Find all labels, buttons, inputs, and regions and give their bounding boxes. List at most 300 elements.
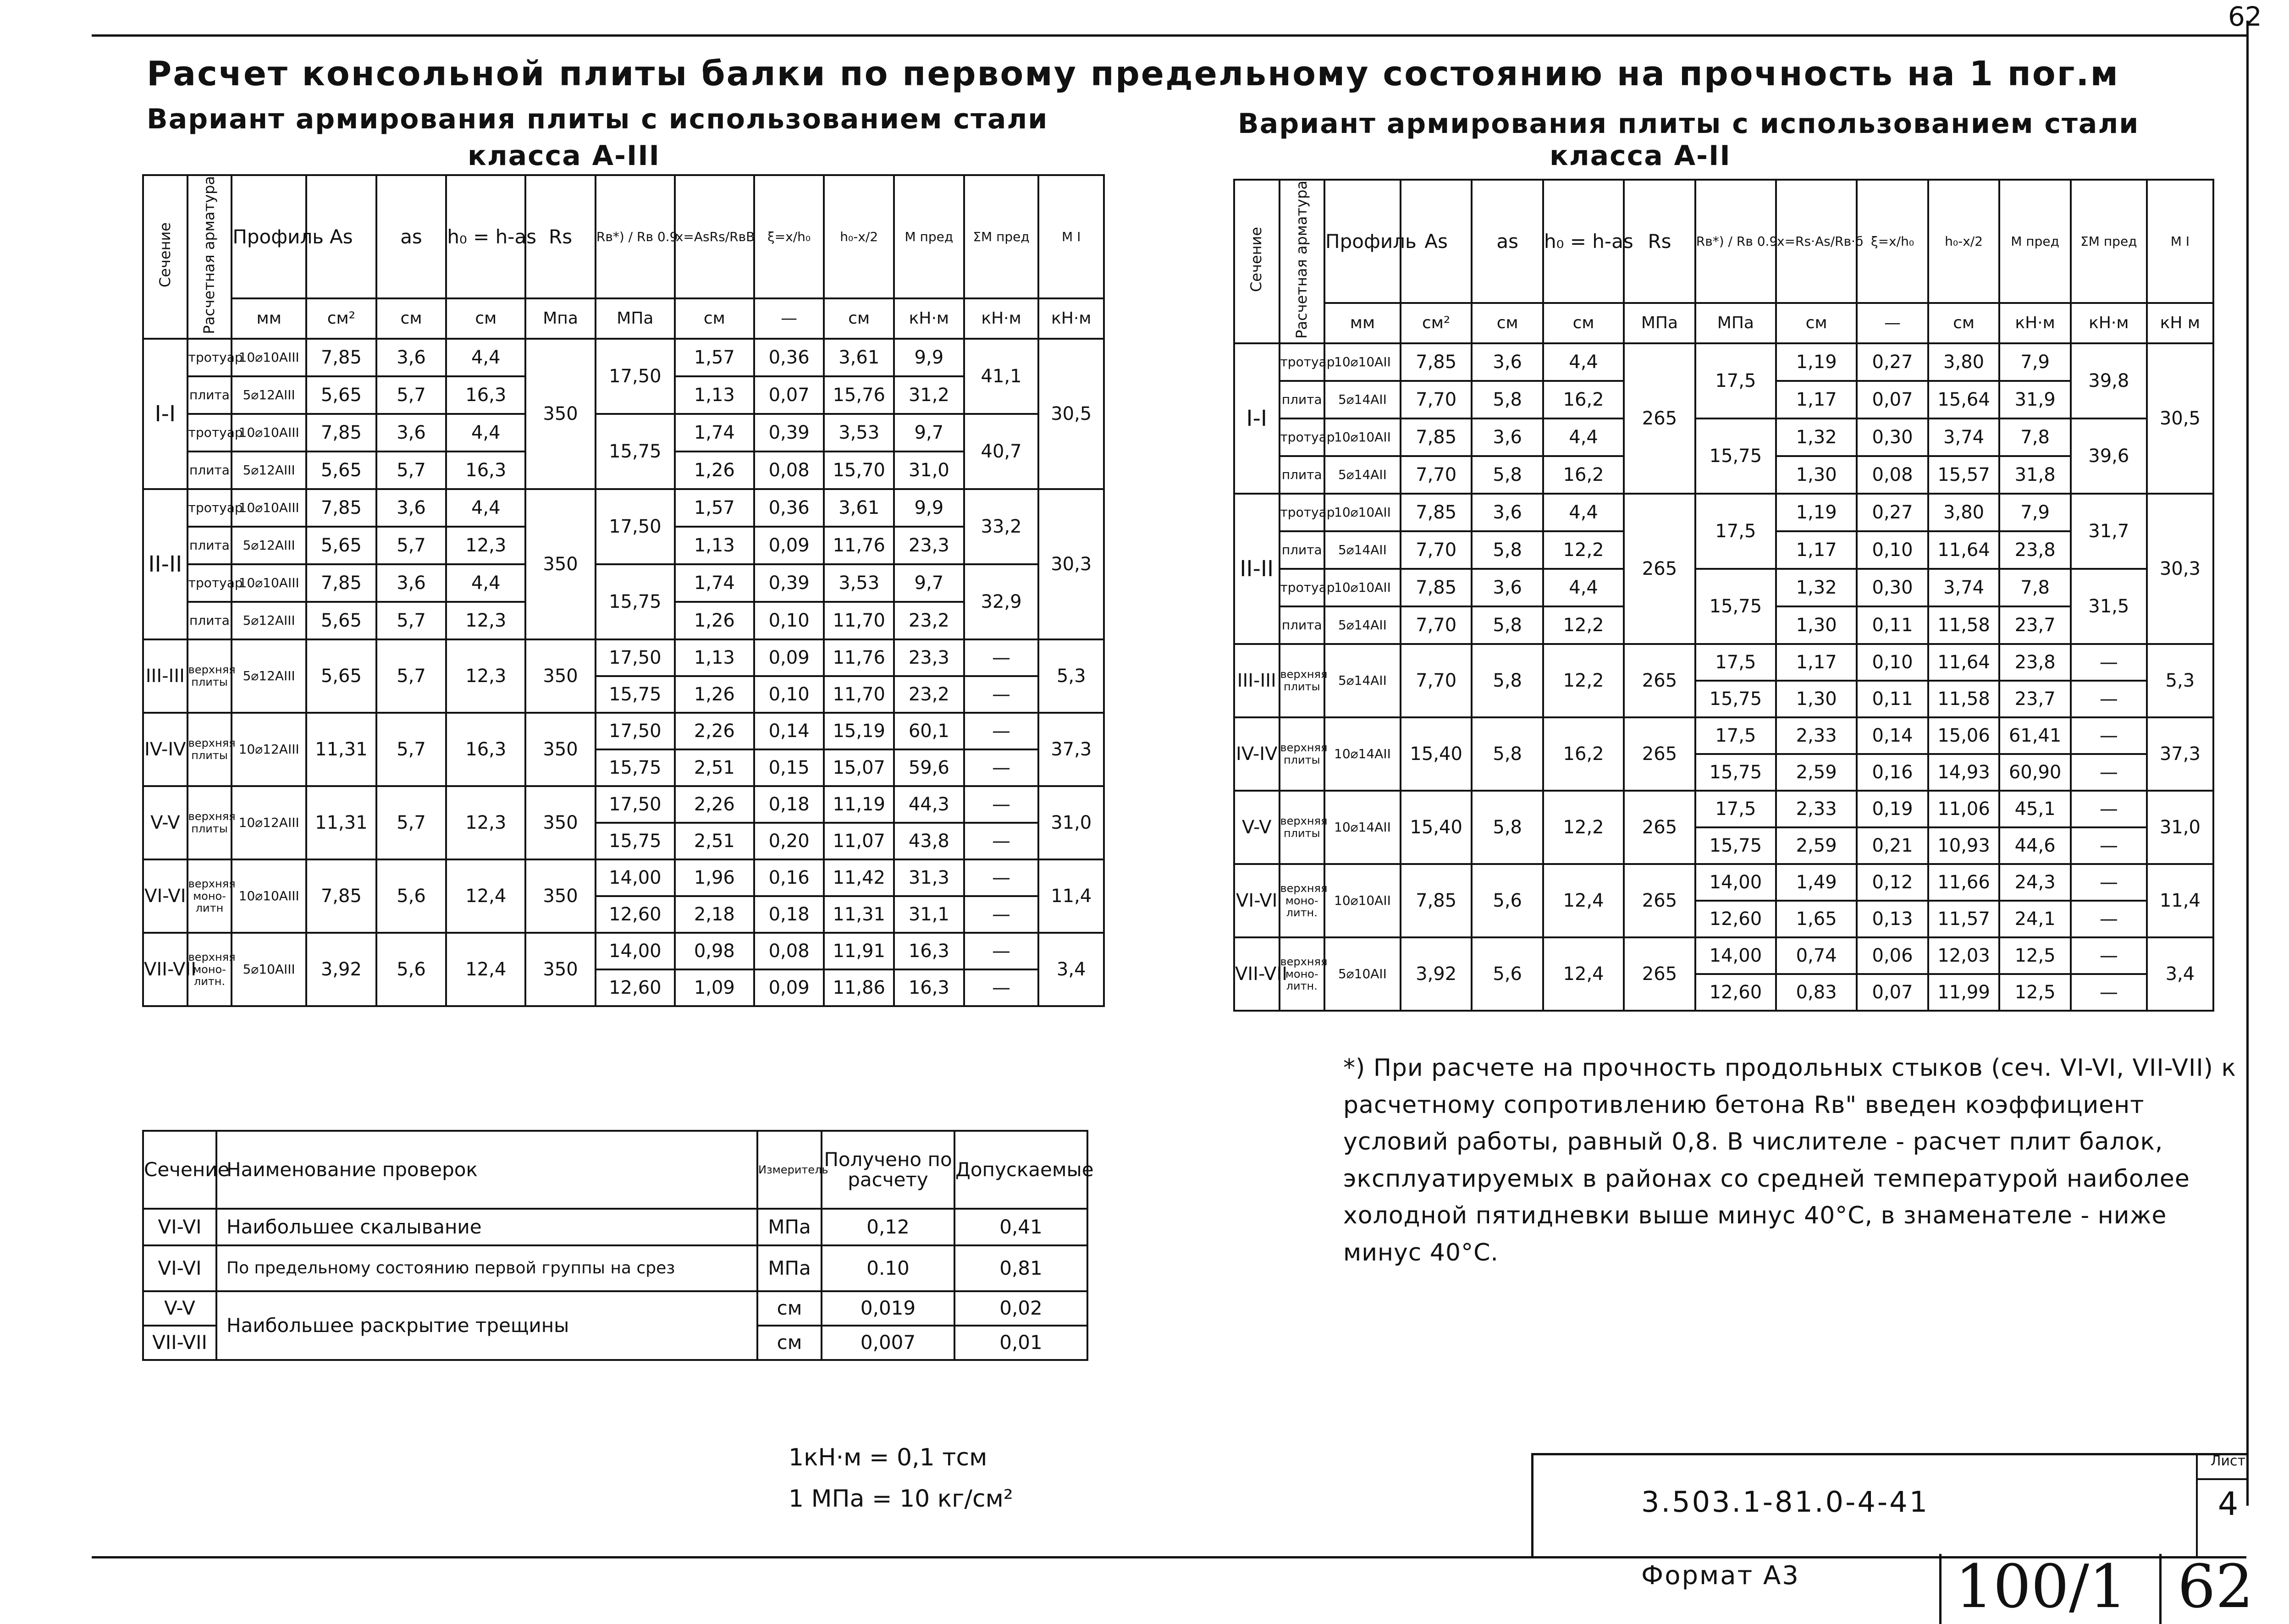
hx-cell: 14,93 [1928,754,2000,791]
m-cell: 31,8 [1999,456,2071,494]
rs-cell: 265 [1624,343,1695,494]
armature-cell: плита [188,527,232,564]
as-cell: 15,40 [1401,717,1472,791]
rb-cell: 15,75 [596,823,675,859]
hx-cell: 11,58 [1928,606,2000,644]
profile-cell: 10⌀12AIII [232,786,306,859]
armature-cell: тротуар [188,564,232,602]
m-cell: 23,3 [894,527,964,564]
x-cell: 2,26 [675,713,754,749]
format-label: Формат А3 [1641,1561,1800,1591]
x-cell: 0,83 [1776,974,1857,1011]
xi-cell: 0,19 [1857,791,1928,827]
hx-cell: 11,70 [824,602,894,639]
rb-cell: 17,5 [1695,717,1776,754]
armature-cell: плита [188,602,232,639]
xi-cell: 0,15 [754,749,824,786]
header-col: M пред [894,175,964,298]
rb-cell: 15,75 [596,749,675,786]
xi-cell: 0,09 [754,639,824,676]
unit-cell: кН·м [894,298,964,339]
xi-cell: 0,11 [1857,606,1928,644]
header-armature-text: Расчетная арматура [200,176,218,334]
armature-cell: верхняя плиты [1280,717,1325,791]
sum-cell: — [964,859,1039,896]
header-col: h₀-x/2 [824,175,894,298]
unit-cell: см [446,298,525,339]
profile-cell: 5⌀14AII [1324,531,1401,569]
m-cell: 44,3 [894,786,964,823]
check-section: VI-VI [143,1209,216,1245]
m-cell: 7,9 [1999,343,2071,381]
section-label: I-I [143,339,188,489]
as-cell: 7,85 [1401,494,1472,531]
armature-cell: верхняя моно-литн. [1280,864,1325,937]
sum-cell: — [2071,791,2147,827]
rb-cell: 12,60 [596,969,675,1006]
rs-cell: 265 [1624,937,1695,1011]
check-name: Наибольшее скалывание [216,1209,757,1245]
sum-cell: — [2071,864,2147,901]
unit-cell: см [675,298,754,339]
xi-cell: 0,10 [754,602,824,639]
xi-cell: 0,39 [754,564,824,602]
mi-cell: 37,3 [2147,717,2213,791]
xi-cell: 0,36 [754,489,824,527]
h0-cell: 4,4 [1543,343,1624,381]
h0-cell: 16,2 [1543,381,1624,418]
section-label: III-III [143,639,188,713]
m-cell: 31,3 [894,859,964,896]
xi-cell: 0,16 [754,859,824,896]
h0-cell: 4,4 [446,489,525,527]
header-section [1234,180,1280,343]
as-cell: 5,65 [306,527,376,564]
rs-cell: 350 [525,713,596,786]
check-got: 0,007 [822,1326,954,1360]
check-section: VII-VII [143,1326,216,1360]
sheet-label: Лист [2210,1453,2246,1469]
sum-cell: — [964,969,1039,1006]
header-col: Rs [525,175,596,298]
m-cell: 23,7 [1999,681,2071,717]
m-cell: 23,8 [1999,644,2071,681]
x-cell: 2,59 [1776,754,1857,791]
armature-cell: верхняя плиты [188,713,232,786]
armature-cell: верхняя плиты [1280,791,1325,864]
armature-cell: верхняя плиты [188,639,232,713]
mi-cell: 3,4 [2147,937,2213,1011]
hx-cell: 12,03 [1928,937,2000,974]
rb-cell: 15,75 [1695,754,1776,791]
page-number-top: 62 [2228,1,2262,32]
unit-cell: Мпа [525,298,596,339]
xi-cell: 0,09 [754,969,824,1006]
rs-cell: 350 [525,859,596,933]
h0-cell: 12,2 [1543,791,1624,864]
profile-cell: 10⌀10AIII [232,859,306,933]
header-col: ξ=x/h₀ [754,175,824,298]
rb-cell: 12,60 [1695,974,1776,1011]
m-cell: 23,8 [1999,531,2071,569]
as-cell: 7,85 [306,414,376,451]
rb-cell: 14,00 [1695,937,1776,974]
profile-cell: 10⌀10AII [1324,864,1401,937]
as2-cell: 3,6 [376,489,447,527]
section-label: VII-VII [143,933,188,1006]
sum-cell: — [964,786,1039,823]
x-cell: 1,32 [1776,418,1857,456]
xi-cell: 0,14 [754,713,824,749]
sum-cell: — [2071,717,2147,754]
armature-cell: плита [1280,456,1325,494]
m-cell: 12,5 [1999,974,2071,1011]
rb-cell: 14,00 [1695,864,1776,901]
x-cell: 1,26 [675,451,754,489]
header-col: Профиль [1324,180,1401,303]
profile-cell: 5⌀12AIII [232,451,306,489]
armature-cell: тротуар [1280,569,1325,606]
sum-cell: — [964,676,1039,713]
sum-cell: — [964,823,1039,859]
hx-cell: 11,99 [1928,974,2000,1011]
as-cell: 7,85 [1401,418,1472,456]
check-unit: см [757,1326,822,1360]
xi-cell: 0,18 [754,786,824,823]
m-cell: 7,8 [1999,569,2071,606]
xi-cell: 0,21 [1857,827,1928,864]
h0-cell: 12,2 [1543,531,1624,569]
mi-cell: 31,0 [2147,791,2213,864]
xi-cell: 0,39 [754,414,824,451]
check-allow: 0,81 [954,1245,1087,1291]
rb-cell: 15,75 [1695,681,1776,717]
rs-cell: 265 [1624,717,1695,791]
as-cell: 5,65 [306,639,376,713]
rb-cell: 14,00 [596,859,675,896]
armature-cell: плита [188,451,232,489]
hx-cell: 11,64 [1928,531,2000,569]
header-section [143,175,188,339]
profile-cell: 5⌀12AIII [232,602,306,639]
as-cell: 3,92 [1401,937,1472,1011]
check-name: Наибольшее раскрытие трещины [216,1291,757,1360]
as2-cell: 5,7 [376,527,447,564]
armature-cell: тротуар [1280,418,1325,456]
m-cell: 59,6 [894,749,964,786]
profile-cell: 10⌀10AII [1324,569,1401,606]
x-cell: 1,30 [1776,456,1857,494]
sum-cell: — [2071,974,2147,1011]
unit-cell: см [376,298,447,339]
hx-cell: 11,76 [824,639,894,676]
rb-cell: 14,00 [596,933,675,969]
as2-cell: 3,6 [1472,494,1543,531]
as2-cell: 5,8 [1472,717,1543,791]
hx-cell: 11,86 [824,969,894,1006]
hx-cell: 3,53 [824,564,894,602]
h0-cell: 12,3 [446,602,525,639]
x-cell: 1,30 [1776,681,1857,717]
mi-cell: 31,0 [1038,786,1104,859]
x-cell: 1,30 [1776,606,1857,644]
h0-cell: 12,3 [446,527,525,564]
sum-cell: — [964,896,1039,933]
x-cell: 1,49 [1776,864,1857,901]
hx-cell: 3,61 [824,339,894,376]
unit-cell: см [824,298,894,339]
profile-cell: 10⌀14AII [1324,791,1401,864]
as-cell: 5,65 [306,376,376,414]
hx-cell: 11,06 [1928,791,2000,827]
h0-cell: 12,3 [446,786,525,859]
profile-cell: 10⌀10AIII [232,489,306,527]
xi-cell: 0,20 [754,823,824,859]
hx-cell: 3,80 [1928,343,2000,381]
check-section: V-V [143,1291,216,1326]
as-cell: 7,85 [306,339,376,376]
sum-cell: 31,5 [2071,569,2147,644]
header-armature [1280,180,1325,343]
profile-cell: 10⌀14AII [1324,717,1401,791]
hx-cell: 11,57 [1928,901,2000,937]
left-heading-1: Вариант армирования плиты с использованием стали [147,103,1048,135]
archive-number: 100/1 [1955,1552,2127,1621]
profile-cell: 10⌀10AII [1324,418,1401,456]
armature-cell: плита [1280,381,1325,418]
unit-cell: см [1472,303,1543,343]
profile-cell: 5⌀12AIII [232,527,306,564]
mi-cell: 37,3 [1038,713,1104,786]
top-rule [92,34,2246,37]
as-cell: 11,31 [306,713,376,786]
armature-cell: верхняя моно-литн [188,859,232,933]
as2-cell: 5,8 [1472,531,1543,569]
as2-cell: 5,6 [1472,937,1543,1011]
rb-cell: 17,5 [1695,644,1776,681]
left-table [142,174,1105,1007]
m-cell: 24,1 [1999,901,2071,937]
as-cell: 15,40 [1401,791,1472,864]
xi-cell: 0,07 [1857,974,1928,1011]
rs-cell: 265 [1624,791,1695,864]
profile-cell: 10⌀10AIII [232,339,306,376]
right-table [1233,179,2214,1012]
profile-cell: 5⌀14AII [1324,644,1401,717]
xi-cell: 0,10 [1857,644,1928,681]
h0-cell: 12,3 [446,639,525,713]
sum-cell: — [964,933,1039,969]
profile-cell: 5⌀14AII [1324,606,1401,644]
x-cell: 1,32 [1776,569,1857,606]
hx-cell: 10,93 [1928,827,2000,864]
xi-cell: 0,06 [1857,937,1928,974]
unit-cell: — [1857,303,1928,343]
armature-cell: тротуар [188,339,232,376]
sum-cell: — [2071,754,2147,791]
sheet-number: 4 [2217,1485,2239,1523]
x-cell: 1,13 [675,639,754,676]
sum-cell: 39,8 [2071,343,2147,418]
unit-cell: см² [1401,303,1472,343]
header-col: ΣM пред [2071,180,2147,303]
hx-cell: 11,58 [1928,681,2000,717]
hx-cell: 11,70 [824,676,894,713]
unit-cell: кН·м [964,298,1039,339]
as2-cell: 3,6 [376,414,447,451]
x-cell: 1,74 [675,564,754,602]
profile-cell: 5⌀14AII [1324,456,1401,494]
unit-cell: мм [232,298,306,339]
armature-cell: тротуар [1280,343,1325,381]
as-cell: 3,92 [306,933,376,1006]
xi-cell: 0,16 [1857,754,1928,791]
unit-cell: кН·м [2071,303,2147,343]
sum-cell: 32,9 [964,564,1039,639]
number-box-left [1939,1554,1942,1624]
armature-cell: тротуар [188,414,232,451]
armature-cell: плита [188,376,232,414]
mi-cell: 30,3 [1038,489,1104,639]
check-unit: см [757,1291,822,1326]
x-cell: 2,51 [675,749,754,786]
hx-cell: 15,19 [824,713,894,749]
header-col: x=Rs·As/Rв·б [1776,180,1857,303]
conversion-1: 1кН·м = 0,1 тсм [789,1444,987,1471]
as-cell: 11,31 [306,786,376,859]
x-cell: 1,74 [675,414,754,451]
x-cell: 1,17 [1776,531,1857,569]
x-cell: 1,57 [675,489,754,527]
m-cell: 31,9 [1999,381,2071,418]
hx-cell: 3,61 [824,489,894,527]
hx-cell: 15,70 [824,451,894,489]
unit-cell: кН·м [1999,303,2071,343]
x-cell: 1,13 [675,376,754,414]
profile-cell: 5⌀12AIII [232,376,306,414]
h0-cell: 4,4 [1543,569,1624,606]
xi-cell: 0,07 [1857,381,1928,418]
x-cell: 1,65 [1776,901,1857,937]
rb-cell: 17,5 [1695,494,1776,569]
profile-cell: 10⌀10AIII [232,564,306,602]
checks-header-name: Наименование проверок [216,1131,757,1209]
xi-cell: 0,10 [754,676,824,713]
x-cell: 1,57 [675,339,754,376]
m-cell: 16,3 [894,969,964,1006]
hx-cell: 15,06 [1928,717,2000,754]
profile-cell: 5⌀10AII [1324,937,1401,1011]
unit-cell: см [1928,303,2000,343]
number-box-mid [2159,1554,2162,1624]
as2-cell: 3,6 [1472,418,1543,456]
x-cell: 2,51 [675,823,754,859]
m-cell: 9,7 [894,414,964,451]
section-label: I-I [1234,343,1280,494]
footnote: *) При расчете на прочность продольных стыков (сеч. VI-VI, VII-VII) к расчетному сопротивлению бетона Rв" введен коэффициент условий работы, равный 0,8. В числителе - расчет плит балок, эксплуатируемых в районах со средней температурой наиболее холодной пятидневки выше минус 40°С, в знаменателе - ниже минус 40°С. [1343,1054,2236,1266]
header-col: As [1401,180,1472,303]
section-label: II-II [1234,494,1280,644]
x-cell: 1,17 [1776,381,1857,418]
header-section-text: Сечение [156,222,174,288]
m-cell: 23,2 [894,602,964,639]
profile-cell: 5⌀12AIII [232,639,306,713]
h0-cell: 4,4 [446,414,525,451]
as-cell: 5,65 [306,451,376,489]
checks-header-allow: Допускаемые [954,1131,1087,1209]
h0-cell: 4,4 [1543,494,1624,531]
as2-cell: 5,7 [376,786,447,859]
m-cell: 9,9 [894,489,964,527]
stamp-left-rule [1531,1453,1533,1556]
as2-cell: 5,8 [1472,381,1543,418]
left-heading-2: класса А-III [468,140,660,172]
unit-cell: — [754,298,824,339]
as2-cell: 3,6 [376,339,447,376]
mi-cell: 5,3 [2147,644,2213,717]
check-got: 0.10 [822,1245,954,1291]
rs-cell: 350 [525,639,596,713]
rb-cell: 17,50 [596,639,675,676]
sum-cell: — [2071,937,2147,974]
header-col: M пред [1999,180,2071,303]
right-heading-2: класса А-II [1550,140,1731,172]
m-cell: 31,1 [894,896,964,933]
hx-cell: 15,64 [1928,381,2000,418]
h0-cell: 12,2 [1543,606,1624,644]
stamp-top-rule [1531,1453,2246,1455]
sum-cell: — [964,713,1039,749]
unit-cell: МПа [596,298,675,339]
hx-cell: 3,74 [1928,418,2000,456]
mi-cell: 30,5 [2147,343,2213,494]
as-cell: 7,85 [1401,864,1472,937]
unit-cell: кН м [2147,303,2213,343]
m-cell: 7,8 [1999,418,2071,456]
stamp-sheet-rule [2196,1453,2198,1556]
x-cell: 1,26 [675,602,754,639]
x-cell: 1,96 [675,859,754,896]
as-cell: 7,70 [1401,381,1472,418]
header-armature [188,175,232,339]
unit-cell: см [1776,303,1857,343]
armature-cell: верхняя моно-литн. [188,933,232,1006]
header-col: as [1472,180,1543,303]
x-cell: 2,33 [1776,717,1857,754]
header-col: ΣM пред [964,175,1039,298]
rb-cell: 12,60 [1695,901,1776,937]
check-allow: 0,02 [954,1291,1087,1326]
right-heading-1: Вариант армирования плиты с использованием стали [1238,108,2140,140]
unit-cell: МПа [1695,303,1776,343]
mi-cell: 3,4 [1038,933,1104,1006]
as2-cell: 3,6 [1472,343,1543,381]
m-cell: 16,3 [894,933,964,969]
checks-header-got: Получено по расчету [822,1131,954,1209]
sum-cell: — [964,749,1039,786]
rb-cell: 12,60 [596,896,675,933]
rb-cell: 15,75 [1695,418,1776,494]
x-cell: 2,26 [675,786,754,823]
xi-cell: 0,30 [1857,418,1928,456]
as-cell: 7,70 [1401,531,1472,569]
rs-cell: 265 [1624,644,1695,717]
rb-cell: 17,5 [1695,343,1776,418]
armature-cell: верхняя моно-литн. [1280,937,1325,1011]
rb-cell: 17,50 [596,713,675,749]
header-col: h₀ = h-as [446,175,525,298]
hx-cell: 11,31 [824,896,894,933]
